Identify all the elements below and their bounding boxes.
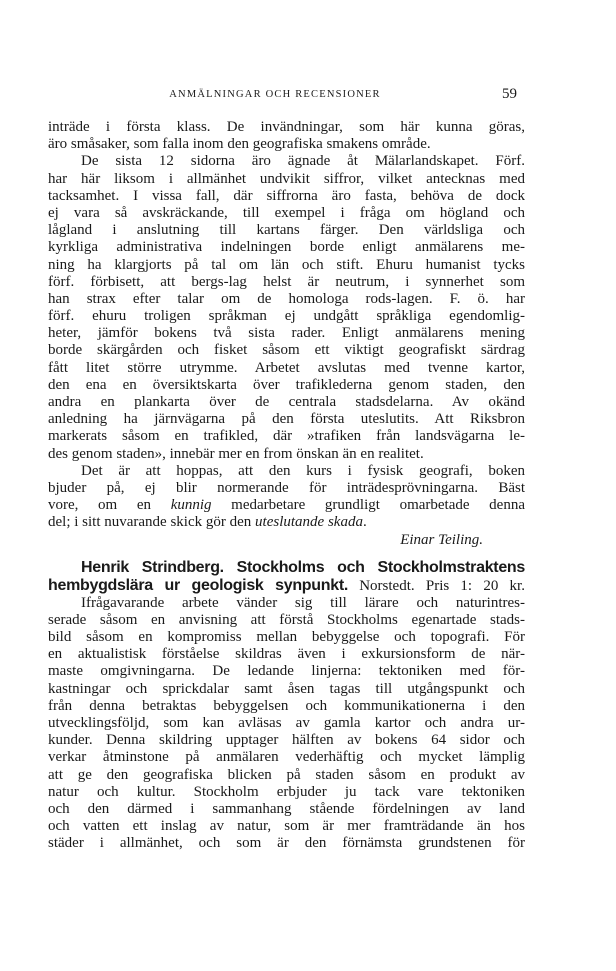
text-line (48, 394, 525, 411)
text-line (48, 801, 525, 818)
page-number: 59 (502, 86, 517, 102)
text-segment: medarbetare grundligt omarbetade denna (211, 497, 526, 514)
text-line (48, 136, 525, 153)
text-line (48, 681, 525, 698)
text-line (48, 205, 525, 222)
text-segment: heter, jämför bokens två sista rader. Enligt anmälarens mening (48, 325, 525, 342)
text-line (48, 463, 525, 480)
text-segment: äro småsaker, som falla inom den geografiska smakens område. (48, 136, 431, 153)
text-segment: inträde i första klass. De invändningar, som här kunna göras, (48, 119, 525, 135)
text-line (48, 239, 525, 256)
text-segment: städer i allmänhet, och som är den förnämsta grundstenen för (48, 835, 525, 852)
text-segment: att ge den geografiska blicken på staden såsom en produkt av (48, 766, 525, 783)
review-heading-line (48, 577, 525, 595)
text-segment: fått litet större utrymme. Arbetet avslutas med tvenne kartor, (48, 359, 525, 376)
text-segment: den ena en översiktskarta över trafiklederna genom staden, den (48, 376, 525, 393)
text-segment: utvecklingsföljd, som kan avläsas av gamla kartor och andra ur- (48, 715, 525, 731)
italic-text: uteslutande skada (255, 514, 363, 531)
text-segment: från denna betraktas bebyggelsen och kommunikationerna i den (48, 697, 525, 714)
text-segment: . (362, 514, 367, 531)
text-segment: maste omgivningarna. De ledande linjerna: tektoniken med för- (48, 663, 525, 680)
text-line (48, 595, 525, 612)
text-segment: natur och kultur. Stockholm erbjuder ju tack vare tektoniken (48, 783, 525, 800)
text-segment: borde skärgården och fisket såsom ett viktigt geografiskt särdrag (48, 342, 525, 359)
text-line (48, 749, 525, 766)
text-segment: han strax efter talar om de homologa rods-lagen. F. ö. har (48, 290, 525, 307)
text-line (48, 612, 525, 629)
text-segment: tacksamhet. I vissa fall, där siffrorna äro fasta, behöva de dock (48, 187, 525, 204)
running-header (0, 89, 616, 100)
text-line (48, 188, 525, 205)
text-segment: markerats såsom en trafikled, där »trafiken från landsvägarna le- (48, 428, 525, 445)
text-line (48, 119, 525, 136)
text-line (48, 222, 525, 239)
text-line (48, 480, 525, 497)
bold-title-text: hembygdslära ur geologisk synpunkt. (48, 576, 348, 594)
text-segment: lågland i anslutning till kartans färger. Den världsliga och (48, 222, 525, 239)
text-segment: serade såsom en anvisning att förstå Stockholms egenartade stads- (48, 611, 525, 628)
text-line (48, 325, 525, 342)
italic-text: kunnig (170, 497, 212, 514)
text-segment: och den därmed i sammanhang stående fördelningen av land (48, 800, 525, 817)
text-segment: kastningar och sprickdalar samt åsen tagas till utgångspunkt och (48, 680, 525, 697)
text-segment: en aktualistisk förståelse skildras även i exkursionsform de när- (48, 646, 525, 663)
page-body-text (48, 119, 525, 853)
text-segment: des genom staden», innebär mer en from önskan än en realitet. (48, 445, 424, 462)
text-line (48, 291, 525, 308)
text-line (48, 411, 525, 428)
text-segment: ning ha klargjorts på tal om län och stift. Ehuru humanist tycks (48, 256, 525, 273)
text-segment: Norstedt. Pris 1: 20 kr. (348, 577, 525, 594)
text-line (48, 377, 525, 394)
text-line (48, 767, 525, 784)
text-line (48, 646, 525, 663)
text-segment: förf. förbisett, att bergs-lag helst är neutrum, i synnerhet som (48, 273, 525, 290)
text-segment: anledning ha järnvägarna på den första uteslutits. Att Riksbron (48, 411, 525, 428)
text-line (48, 274, 525, 291)
text-line (48, 698, 525, 715)
text-line (48, 715, 525, 732)
text-segment: vore, om en (48, 497, 171, 514)
text-segment: kunder. Denna skildring upptager hälften av bokens 64 sidor och (48, 732, 525, 749)
text-line (48, 257, 525, 274)
text-line (48, 784, 525, 801)
text-segment: verkar åtminstone på anmälaren vederhäftig och mycket lämplig (48, 749, 525, 766)
text-segment: Ifrågavarande arbete vänder sig till lärare och naturintres- (81, 594, 525, 611)
text-segment: bjuder på, ej blir normerande för inträdesprövningarna. Bäst (48, 479, 525, 496)
paragraph-spacer (48, 549, 525, 559)
review-signature (48, 532, 525, 549)
text-line (48, 171, 525, 188)
text-segment: har här liksom i allmänhet undvikit siffror, vilket antecknas med (48, 170, 525, 187)
text-segment: Det är att hoppas, att den kurs i fysisk geografi, boken (81, 462, 525, 479)
running-title: ANMÄLNINGAR OCH RECENSIONER (169, 89, 381, 100)
text-segment: ej vara så avskräckande, till exempel i fråga om högland och (48, 204, 525, 221)
text-segment: kyrkliga administrativa indelningen borde enligt anmälarens me- (48, 239, 525, 256)
text-line (48, 514, 525, 531)
review-heading-line (48, 559, 525, 577)
text-line (48, 308, 525, 325)
bold-title-text: Henrik Strindberg. Stockholms och Stockholmstraktens (81, 558, 525, 576)
text-segment: bild såsom en kompromiss mellan bebyggelse och topografi. För (48, 629, 525, 646)
text-line (48, 629, 525, 646)
text-line (48, 732, 525, 749)
italic-text: Einar Teiling. (400, 531, 483, 548)
text-line (48, 428, 525, 445)
text-line (48, 835, 525, 852)
text-segment: andra en plankarta över de centrala stadsdelarna. Av okänd (48, 394, 525, 410)
text-segment: och vatten ett inslag av natur, som är mer framträdande än hos (48, 818, 525, 835)
text-line (48, 446, 525, 463)
text-line (48, 818, 525, 835)
text-line (48, 360, 525, 377)
text-segment: De sista 12 sidorna äro ägnade åt Mälarlandskapet. Förf. (81, 153, 525, 170)
text-line (48, 663, 525, 680)
text-line (48, 153, 525, 170)
text-segment: del; i sitt nuvarande skick gör den (48, 514, 256, 531)
text-line (48, 497, 525, 514)
text-segment: förf. ehuru troligen språkman ej undgått språkliga egendomlig- (48, 308, 525, 325)
text-line (48, 342, 525, 359)
